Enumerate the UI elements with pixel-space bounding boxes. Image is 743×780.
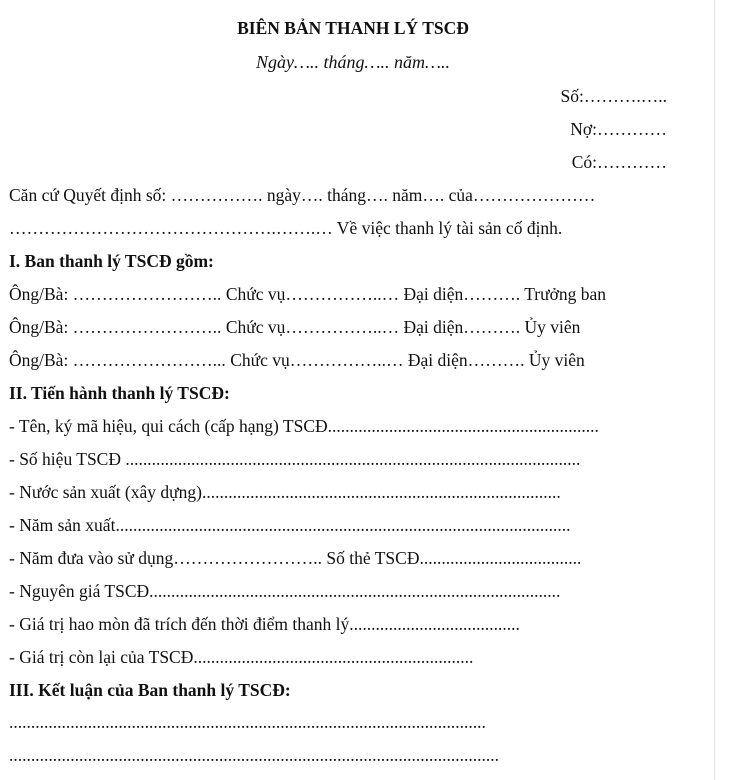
member-representative-label: Đại diện………. — [403, 284, 521, 304]
asset-item-label: - Giá trị còn lại của TSCĐ — [9, 647, 194, 667]
date-line: Ngày….. tháng….. năm….. — [255, 52, 450, 72]
year-of-manufacture-row — [9, 515, 570, 535]
member-role: Ủy viên — [528, 350, 585, 370]
conclusion-line: ............................................................................................................. — [9, 712, 486, 732]
section-1-heading: I. Ban thanh lý TSCĐ gồm: — [9, 251, 214, 271]
asset-card-label: Số thẻ TSCĐ — [322, 548, 420, 568]
document-title: BIÊN BẢN THANH LÝ TSCĐ — [237, 18, 469, 38]
accumulated-depreciation-row — [9, 614, 520, 634]
member-representative-label: Đại diện………. — [403, 317, 521, 337]
asset-item-fill: ..................................... — [419, 548, 582, 568]
member-name-label: Ông/Bà: …………………….. — [9, 284, 222, 304]
asset-item-fill: .............................................................................................. — [149, 581, 561, 601]
asset-item-label: - Nước sản xuất (xây dựng) — [9, 482, 202, 502]
basis-line-1: Căn cứ Quyết định số: ……………. ngày…. tháng…. năm…. của………………… — [9, 185, 596, 205]
debit-field: Nợ:………… — [570, 119, 667, 139]
residual-value-row — [9, 647, 473, 667]
asset-item-label: - Tên, ký mã hiệu, qui cách (cấp hạng) TSCĐ — [9, 416, 328, 436]
member-role: Trưởng ban — [524, 284, 607, 304]
asset-name-row — [9, 416, 599, 436]
asset-item-label: - Số hiệu TSCĐ — [9, 449, 126, 469]
asset-item-fill: ................................................................ — [193, 647, 474, 667]
asset-item-fill: ........................................................................................................ — [115, 515, 571, 535]
country-of-manufacture-row — [9, 482, 561, 502]
asset-item-fill: .............................................................. — [327, 416, 599, 436]
asset-item-fill: ....................................... — [349, 614, 520, 634]
asset-item-label: - Giá trị hao mòn đã trích đến thời điểm thanh lý — [9, 614, 350, 634]
asset-item-label: - Năm sản xuất — [9, 515, 116, 535]
asset-item-fill: ........................................................................................................ — [125, 449, 581, 469]
voucher-number-field: Số:……….….. — [560, 86, 667, 106]
member-role: Ủy viên — [524, 317, 581, 337]
asset-item-fill: .................................................................................. — [201, 482, 561, 502]
asset-item-label: - Năm đưa vào sử dụng…………………….. — [9, 548, 323, 568]
member-row — [9, 284, 606, 304]
member-name-label: Ông/Bà: …………………….. — [9, 317, 222, 337]
section-3-heading: III. Kết luận của Ban thanh lý TSCĐ: — [9, 680, 291, 700]
member-representative-label: Đại diện………. — [407, 350, 525, 370]
basis-line-2: ……………………………………….…….… Về việc thanh lý tài sản cố định. — [9, 218, 563, 238]
member-name-label: Ông/Bà: ……………………... — [9, 350, 226, 370]
member-row — [9, 350, 585, 370]
asset-item-label: - Nguyên giá TSCĐ — [9, 581, 150, 601]
original-cost-row — [9, 581, 560, 601]
year-in-use-row — [9, 548, 581, 568]
page-edge-divider — [714, 0, 715, 780]
member-position-label: Chức vụ……………..… — [230, 350, 404, 370]
conclusion-line: ................................................................................................................ — [9, 745, 499, 765]
credit-field: Có:………… — [571, 152, 667, 172]
asset-number-row — [9, 449, 580, 469]
member-position-label: Chức vụ……………..… — [225, 317, 400, 337]
member-position-label: Chức vụ……………..… — [225, 284, 400, 304]
section-2-heading: II. Tiến hành thanh lý TSCĐ: — [9, 383, 230, 403]
member-row — [9, 317, 580, 337]
